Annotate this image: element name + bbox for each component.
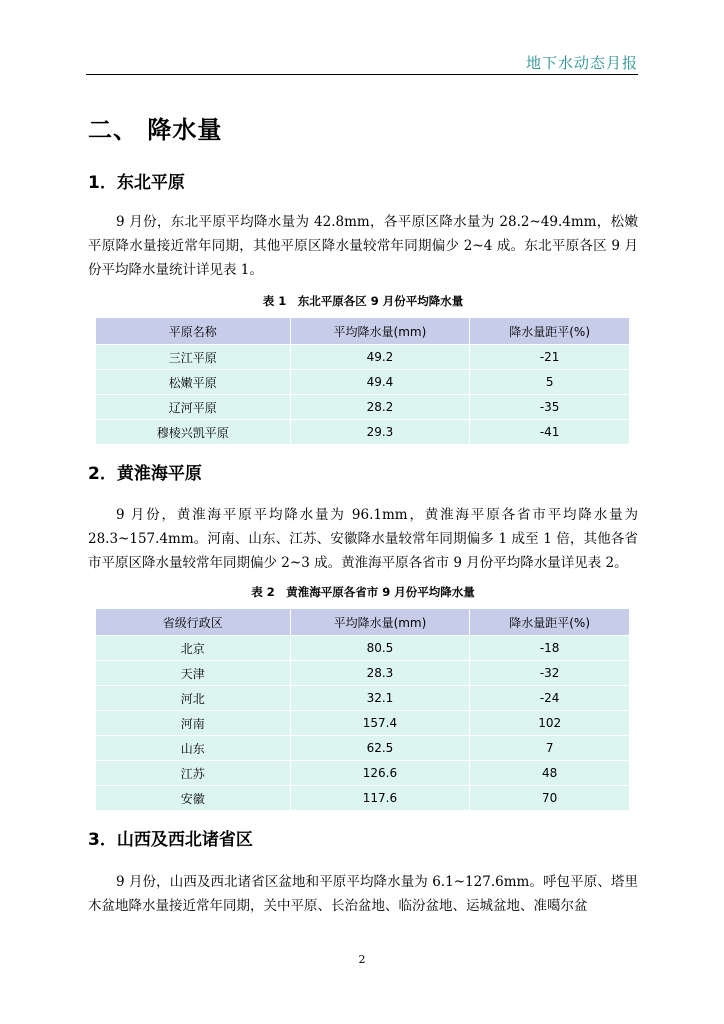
table-row — [96, 736, 630, 761]
table-cell: -18 — [470, 636, 630, 661]
table-cell: 天津 — [96, 661, 291, 686]
table-header-row — [96, 318, 630, 345]
table-cell: 穆棱兴凯平原 — [96, 420, 291, 445]
table-cell: 157.4 — [290, 711, 470, 736]
table-cell: 28.2 — [290, 395, 470, 420]
table-cell: -21 — [470, 345, 630, 370]
paragraph-huanghuaihai-plain: 9 月份，黄淮海平原平均降水量为 96.1mm，黄淮海平原各省市平均降水量为 28.3~157.4mm。河南、山东、江苏、安徽降水量较常年同期偏多 1 成至 1 倍，其他各省市平原区降水量较常年同期偏少 2~3 成。黄淮海平原各省市 9 月份平均降水量详见表 2。 — [88, 507, 638, 571]
table-row — [96, 395, 630, 420]
column-header: 平均降水量(mm) — [290, 318, 470, 345]
header-rule — [86, 74, 638, 75]
table2-huanghuaihai-precipitation — [95, 608, 630, 811]
table-cell: 126.6 — [290, 761, 470, 786]
table-cell: 北京 — [96, 636, 291, 661]
table-cell: 28.3 — [290, 661, 470, 686]
table1-northeast-precipitation — [95, 317, 630, 445]
table-row — [96, 661, 630, 686]
table-cell: 49.4 — [290, 370, 470, 395]
table-cell: 山东 — [96, 736, 291, 761]
table-cell: 江苏 — [96, 761, 291, 786]
page-number: 2 — [358, 953, 366, 966]
table2-caption: 表 2 黄淮海平原各省市 9 月份平均降水量 — [251, 585, 475, 599]
column-header: 降水量距平(%) — [470, 318, 630, 345]
section-title: 二、 降水量 — [88, 116, 223, 144]
table-cell: 河北 — [96, 686, 291, 711]
column-header: 降水量距平(%) — [470, 609, 630, 636]
report-title: 地下水动态月报 — [525, 54, 638, 72]
table-header-row — [96, 609, 630, 636]
table-cell: -41 — [470, 420, 630, 445]
table-cell: 32.1 — [290, 686, 470, 711]
heading-huanghuaihai-plain: 2．黄淮海平原 — [88, 464, 202, 484]
table-cell: 102 — [470, 711, 630, 736]
table-row — [96, 420, 630, 445]
column-header: 平原名称 — [96, 318, 291, 345]
column-header: 省级行政区 — [96, 609, 291, 636]
table-cell: 29.3 — [290, 420, 470, 445]
table-cell: 7 — [470, 736, 630, 761]
table-cell: 62.5 — [290, 736, 470, 761]
table-cell: 48 — [470, 761, 630, 786]
table-cell: 117.6 — [290, 786, 470, 811]
table-row — [96, 686, 630, 711]
heading-northeast-plain: 1．东北平原 — [88, 173, 185, 193]
table-row — [96, 636, 630, 661]
table-row — [96, 370, 630, 395]
column-header: 平均降水量(mm) — [290, 609, 470, 636]
table-cell: 三江平原 — [96, 345, 291, 370]
table-cell: 49.2 — [290, 345, 470, 370]
table-row — [96, 345, 630, 370]
table-cell: 安徽 — [96, 786, 291, 811]
table-cell: 辽河平原 — [96, 395, 291, 420]
table-cell: -32 — [470, 661, 630, 686]
table-cell: 松嫩平原 — [96, 370, 291, 395]
table-cell: 80.5 — [290, 636, 470, 661]
table-row — [96, 786, 630, 811]
table-cell: -24 — [470, 686, 630, 711]
table-row — [96, 761, 630, 786]
table-row — [96, 711, 630, 736]
table1-caption: 表 1 东北平原各区 9 月份平均降水量 — [262, 294, 464, 308]
table-cell: 70 — [470, 786, 630, 811]
paragraph-northeast-plain: 9 月份，东北平原平均降水量为 42.8mm，各平原区降水量为 28.2~49.4mm，松嫩平原降水量接近常年同期，其他平原区降水量较常年同期偏少 2~4 成。东北平原各区 9 月份平均降水量统计详见表 1。 — [88, 214, 638, 278]
table-cell: -35 — [470, 395, 630, 420]
heading-shanxi-northwest: 3．山西及西北诸省区 — [88, 830, 253, 850]
table-cell: 5 — [470, 370, 630, 395]
paragraph-shanxi-northwest: 9 月份，山西及西北诸省区盆地和平原平均降水量为 6.1~127.6mm。呼包平原、塔里木盆地降水量接近常年同期，关中平原、长治盆地、临汾盆地、运城盆地、准噶尔盆 — [88, 874, 638, 914]
table-cell: 河南 — [96, 711, 291, 736]
